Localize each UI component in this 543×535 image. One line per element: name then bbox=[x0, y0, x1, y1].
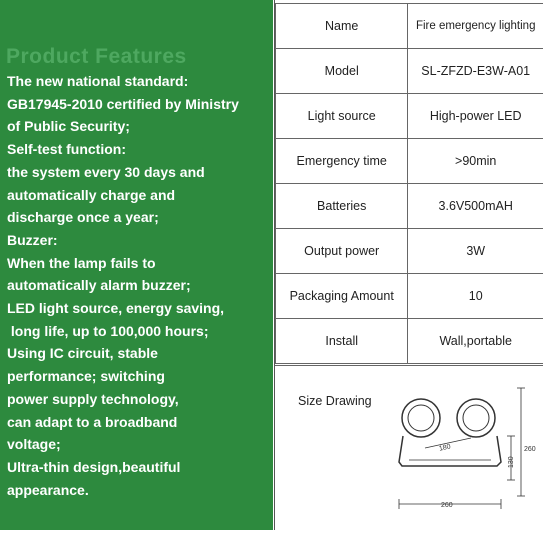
spec-label: Emergency time bbox=[276, 139, 408, 184]
size-drawing-label: Size Drawing bbox=[298, 394, 372, 408]
spec-row bbox=[276, 319, 543, 364]
feature-line: When the lamp fails to bbox=[7, 254, 156, 271]
dim-inner: 180 bbox=[438, 443, 452, 453]
feature-line: long life, up to 100,000 hours; bbox=[7, 322, 209, 339]
spec-row bbox=[276, 229, 543, 274]
feature-line: discharge once a year; bbox=[7, 209, 159, 226]
spec-label: Light source bbox=[276, 94, 408, 139]
spec-value: 3W bbox=[408, 229, 543, 274]
feature-line: The new national standard: bbox=[7, 73, 189, 89]
spec-label: Install bbox=[276, 319, 408, 364]
spec-label: Output power bbox=[276, 229, 408, 274]
spec-row bbox=[276, 94, 543, 139]
spec-row bbox=[276, 274, 543, 319]
feature-line: GB17945-2010 certified by Ministry bbox=[7, 95, 239, 112]
features-heading: Product Features bbox=[6, 45, 187, 68]
spec-row bbox=[276, 139, 543, 184]
feature-line: of Public Security; bbox=[7, 118, 130, 135]
feature-line: performance; switching bbox=[7, 368, 165, 385]
spec-row bbox=[276, 4, 543, 49]
features-panel bbox=[0, 0, 273, 530]
spec-row bbox=[276, 184, 543, 229]
dim-total-height: 260 bbox=[524, 446, 536, 453]
feature-line: Ultra-thin design,beautiful bbox=[7, 458, 181, 475]
feature-line: appearance. bbox=[7, 481, 89, 498]
feature-line: Self-test function: bbox=[7, 141, 126, 158]
feature-line: automatically charge and bbox=[7, 186, 176, 203]
size-drawing bbox=[275, 366, 543, 531]
spec-label: Name bbox=[276, 4, 408, 49]
spec-label: Batteries bbox=[276, 184, 408, 229]
features-list bbox=[7, 70, 271, 501]
spec-value: >90min bbox=[408, 139, 543, 184]
dim-height: 130 bbox=[508, 456, 515, 468]
spec-value: 3.6V500mAH bbox=[408, 184, 543, 229]
spec-panel bbox=[274, 0, 543, 530]
spec-value: Fire emergency lighting bbox=[408, 4, 543, 49]
spec-label: Packaging Amount bbox=[276, 274, 408, 319]
lamp-body-icon bbox=[399, 436, 501, 466]
feature-line: voltage; bbox=[7, 436, 61, 453]
feature-line: automatically alarm buzzer; bbox=[7, 277, 191, 294]
feature-line: LED light source, energy saving, bbox=[7, 300, 225, 317]
size-drawing-cell bbox=[275, 365, 543, 531]
feature-line: Buzzer: bbox=[7, 231, 58, 248]
spec-value: SL-ZFZD-E3W-A01 bbox=[408, 49, 543, 94]
feature-line: Using IC circuit, stable bbox=[7, 345, 158, 362]
spec-value: High-power LED bbox=[408, 94, 543, 139]
spec-value: Wall,portable bbox=[408, 319, 543, 364]
feature-line: can adapt to a broadband bbox=[7, 413, 178, 430]
feature-line: power supply technology, bbox=[7, 390, 179, 407]
spec-row bbox=[276, 49, 543, 94]
dim-width: 260 bbox=[441, 502, 453, 509]
feature-line: the system every 30 days and bbox=[7, 163, 205, 180]
spec-label: Model bbox=[276, 49, 408, 94]
spec-table bbox=[275, 3, 543, 364]
spec-value: 10 bbox=[408, 274, 543, 319]
